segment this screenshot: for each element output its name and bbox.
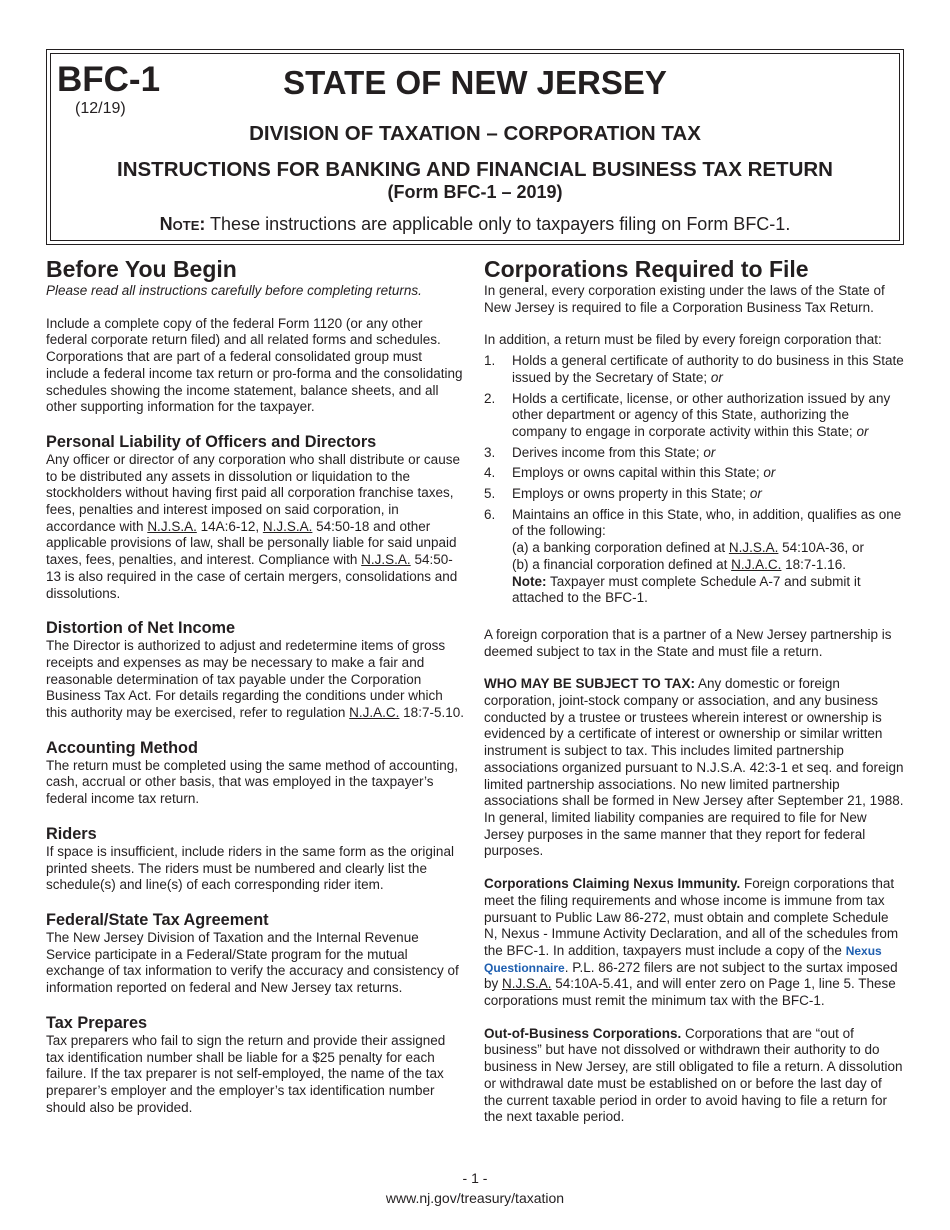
instructions-title: INSTRUCTIONS FOR BANKING AND FINANCIAL BUSINESS TAX RETURN — [117, 158, 833, 181]
liability-text: Any officer or director of any corporation who shall distribute or cause to be distributed any assets in dissolution or liquidation to the stockholders without having first paid all corporation franchise taxes, fees, penalties and interest imposed on said corporation, in accordance with N.J.S.A. 14A:6-12, N.J.S.A. 54:50-18 and other applicable provisions of law, shall be personally liable for said unpaid taxes, fees, penalties, and interest. Compliance with N.J.S.A. 54:50-13 is also required in the case of certain mergers, consolidations and dissolutions. — [46, 451, 460, 601]
before-text: Include a complete copy of the federal Form 1120 (or any other federal corporate return filed) and all related forms and schedules. Corporations that are part of a federal consolidated group must include a federal income tax return or pro-forma and the consolidating schedules showing the income statement, balance sheets, and all other supporting information for the taxpayer. — [46, 315, 463, 415]
required-text: In general, every corporation existing under the laws of the State of New Jersey is required to file a Corporation Business Tax Return. — [484, 283, 885, 315]
regulation-ref: N.J.A.C. — [349, 705, 400, 721]
footer-url[interactable]: www.nj.gov/treasury/taxation — [385, 1190, 565, 1206]
liability-heading: Personal Liability of Officers and Directors — [46, 432, 377, 451]
before-heading: Before You Begin — [46, 256, 237, 282]
partner-text: A foreign corporation that is a partner of a New Jersey partnership is deemed subject to tax in the State and must file a return. — [484, 626, 892, 659]
agreement-text: The New Jersey Division of Taxation and the Internal Revenue Service participate in a Federal/State program for the mutual exchange of tax information to verify the accuracy and consistency of information reported on federal and New Jersey tax returns. — [46, 929, 459, 996]
preparers-heading: Tax Prepares — [46, 1013, 148, 1032]
filing-conditions-list — [484, 353, 904, 607]
list-item: 5. Employs or owns property in this State; or — [484, 486, 762, 502]
agreement-heading: Federal/State Tax Agreement — [46, 910, 269, 929]
distortion-heading: Distortion of Net Income — [46, 619, 236, 638]
required-heading: Corporations Required to File — [484, 256, 809, 282]
right-column — [484, 255, 904, 1126]
state-title: STATE OF NEW JERSEY — [283, 64, 667, 101]
list-item: 3. Derives income from this State; or — [484, 444, 716, 460]
addition-text: In addition, a return must be filed by every foreign corporation that: — [484, 332, 882, 348]
nexus-text: Corporations Claiming Nexus Immunity. Foreign corporations that meet the filing requirements and whose income is immune from tax pursuant to Public Law 86-272, must obtain and complete Schedule N, Nexus - Immune Activity Declaration, and all of the schedules from the BFC-1. In addition, taxpayers must include a copy of the Nexus Questionnaire. P.L. 86-272 filers are not subject to the surtax imposed by N.J.S.A. 54:10A-5.41, and will enter zero on Page 1, line 5. These corporations must remit the minimum tax with the BFC-1. — [484, 876, 899, 1009]
before-italic: Please read all instructions carefully before completing returns. — [46, 283, 422, 298]
list-item: 6. Maintains an office in this State, who, in addition, qualifies as one of the following: (a) a banking corporation defined at N.J.S.A. 54:10A-36, or (b) a financial corporation defined at N.J.A.C. 18:7-1.16. Note: Taxpayer must complete Schedule A-7 and submit it attached to the BFC-1. — [484, 506, 902, 606]
page-number: - 1 - — [462, 1170, 488, 1186]
form-revision: (12/19) — [75, 100, 126, 117]
form-number: BFC-1 — [57, 60, 161, 99]
header-note — [51, 214, 899, 235]
statute-link: N.J.S.A. — [728, 540, 779, 556]
regulation-ref: N.J.A.C. — [731, 556, 782, 572]
list-item: 4. Employs or owns capital within this State; or — [484, 465, 776, 481]
list-item: 1. Holds a general certificate of authority to do business in this State issued by the Secretary of State; or — [484, 353, 904, 385]
form-reference: (Form BFC-1 – 2019) — [387, 182, 563, 202]
statute-link: N.J.S.A. — [361, 552, 411, 568]
note-label: Note: — [159, 214, 206, 234]
division-title: DIVISION OF TAXATION – CORPORATION TAX — [249, 122, 701, 145]
distortion-text: The Director is authorized to adjust and redetermine items of gross receipts and expenses as may be necessary to make a fair and reasonable determination of tax payable under the Corporation Business Tax Act. For details regarding the conditions under which this authority may be exercised, refer to regulation N.J.A.C. 18:7-5.10. — [46, 638, 464, 721]
statute-link: N.J.S.A. — [147, 518, 197, 534]
header-inner-border — [50, 53, 900, 241]
preparers-text: Tax preparers who fail to sign the return and provide their assigned tax identification number shall be liable for a $25 penalty for each failure. If the tax preparer is not self-employed, the name of the tax preparer’s employer and the employer’s tax identification number should also be provided. — [46, 1032, 446, 1115]
header-box — [46, 49, 904, 245]
left-column — [46, 255, 464, 1116]
riders-heading: Riders — [46, 824, 97, 843]
list-item: 2. Holds a certificate, license, or other authorization issued by any other department or agency of this State, authorizing the company to engage in corporate activity within this State; or — [484, 390, 891, 439]
accounting-heading: Accounting Method — [46, 738, 198, 757]
statute-link: N.J.S.A. — [502, 976, 552, 992]
riders-text: If space is insufficient, include riders in the same form as the original printed sheets. The riders must be numbered and clearly list the schedule(s) and line(s) of each corresponding rider item. — [46, 843, 454, 893]
accounting-text: The return must be completed using the same method of accounting, cash, accrual or other basis, that was employed in the taxpayer’s federal income tax return. — [46, 757, 458, 807]
statute-link: N.J.S.A. — [262, 518, 313, 534]
who-may-be-subject-text: WHO MAY BE SUBJECT TO TAX: Any domestic or foreign corporation, joint-stock company or association, and any business conducted by a trustee or trustees wherein interest or ownership is evidenced by a certificate of interest or ownership or similar written instrument is subject to tax. This includes limited partnership associations organized pursuant to N.J.S.A. 42:3-1 et seq. and foreign limited partnership associations. No new limited partnership associations shall be formed in New Jersey after September 21, 1988. In general, limited liability companies are required to file for New Jersey purposes in the same manner that they report for federal purposes. — [484, 676, 904, 859]
note-text: These instructions are applicable only to taxpayers filing on Form BFC-1. — [205, 214, 791, 234]
nexus-questionnaire-link[interactable]: Nexus Questionnaire — [484, 943, 882, 975]
out-of-business-text: Out-of-Business Corporations. Corporations that are “out of business” but have not dissolved or withdrawn their authority to do business in New Jersey, are still obligated to file a return. A dissolution or withdrawal date must be established on or before the last day of the current taxable period in order to avoid having to file a return for the next taxable period. — [484, 1025, 903, 1125]
